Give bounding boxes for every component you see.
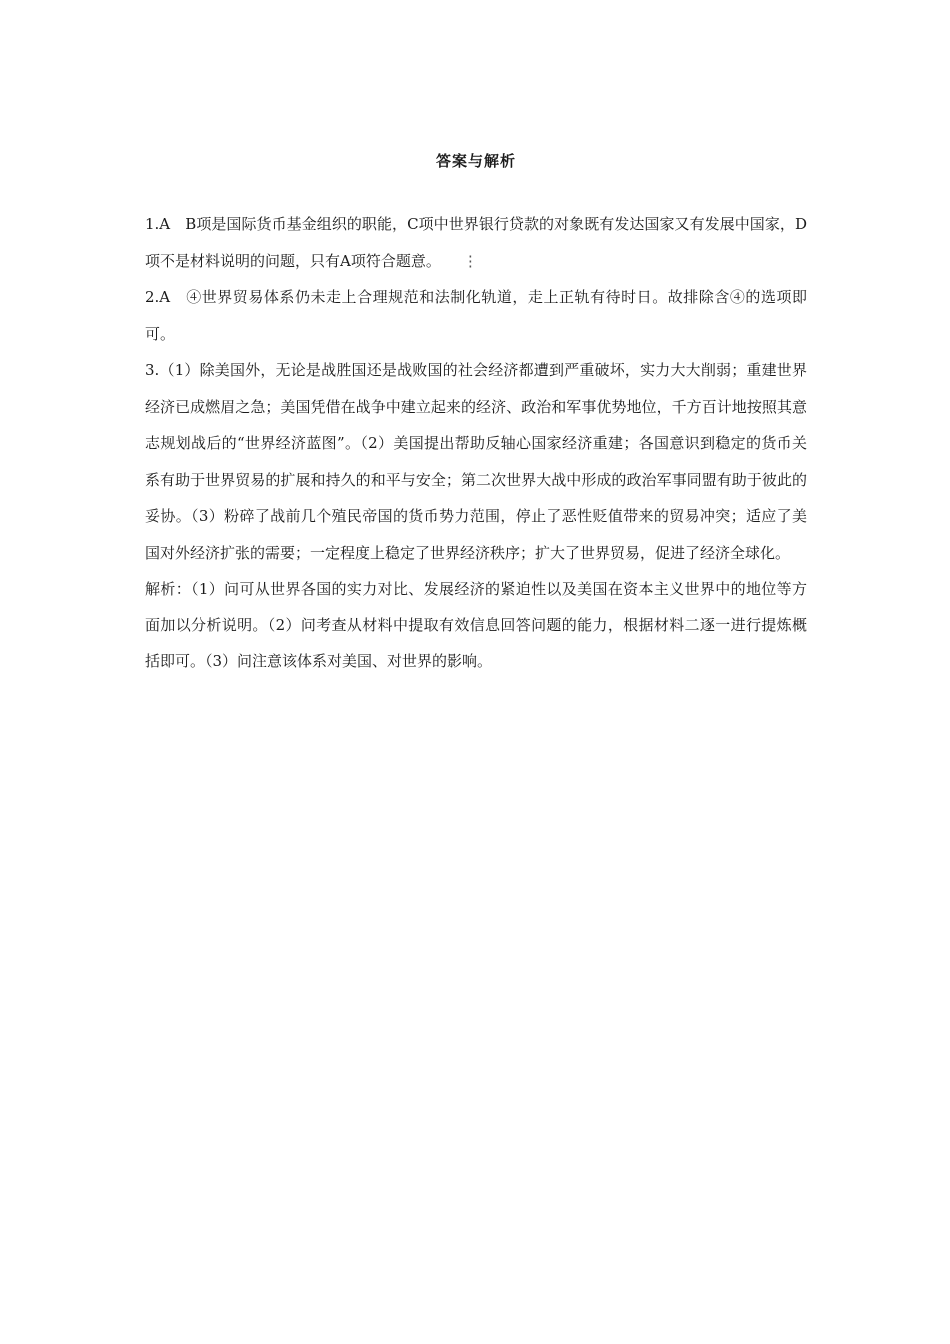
answer-body: [145, 206, 807, 679]
answer-1-text: 1.A B项是国际货币基金组织的职能，C项中世界银行贷款的对象既有发达国家又有发展中国家，D项不是材料说明的问题，只有A项符合题意。: [145, 215, 807, 270]
answer-3: 3.（1）除美国外，无论是战胜国还是战败国的社会经济都遭到严重破坏，实力大大削弱；重建世界经济已成燃眉之急；美国凭借在战争中建立起来的经济、政治和军事优势地位，千方百计地按照其意志规划战后的“世界经济蓝图”。（2）美国提出帮助反轴心国家经济重建；各国意识到稳定的货币关系有助于世界贸易的扩展和持久的和平与安全；第二次世界大战中形成的政治军事同盟有助于彼此的妥协。（3）粉碎了战前几个殖民帝国的货币势力范围，停止了恶性贬值带来的贸易冲突；适应了美国对外经济扩张的需要；一定程度上稳定了世界经济秩序；扩大了世界贸易，促进了经济全球化。: [145, 361, 807, 562]
explanation: 解析：（1）问可从世界各国的实力对比、发展经济的紧迫性以及美国在资本主义世界中的地位等方面加以分析说明。（2）问考查从材料中提取有效信息回答问题的能力，根据材料二逐一进行提炼概括即可。（3）问注意该体系对美国、对世界的影响。: [145, 580, 807, 670]
ellipsis-marker-icon: ⋮: [462, 251, 478, 270]
answer-2: 2.A ④世界贸易体系仍未走上合理规范和法制化轨道，走上正轨有待时日。故排除含④的选项即可。: [145, 288, 807, 343]
answer-1: [145, 206, 807, 279]
page-title: 答案与解析: [435, 152, 516, 170]
